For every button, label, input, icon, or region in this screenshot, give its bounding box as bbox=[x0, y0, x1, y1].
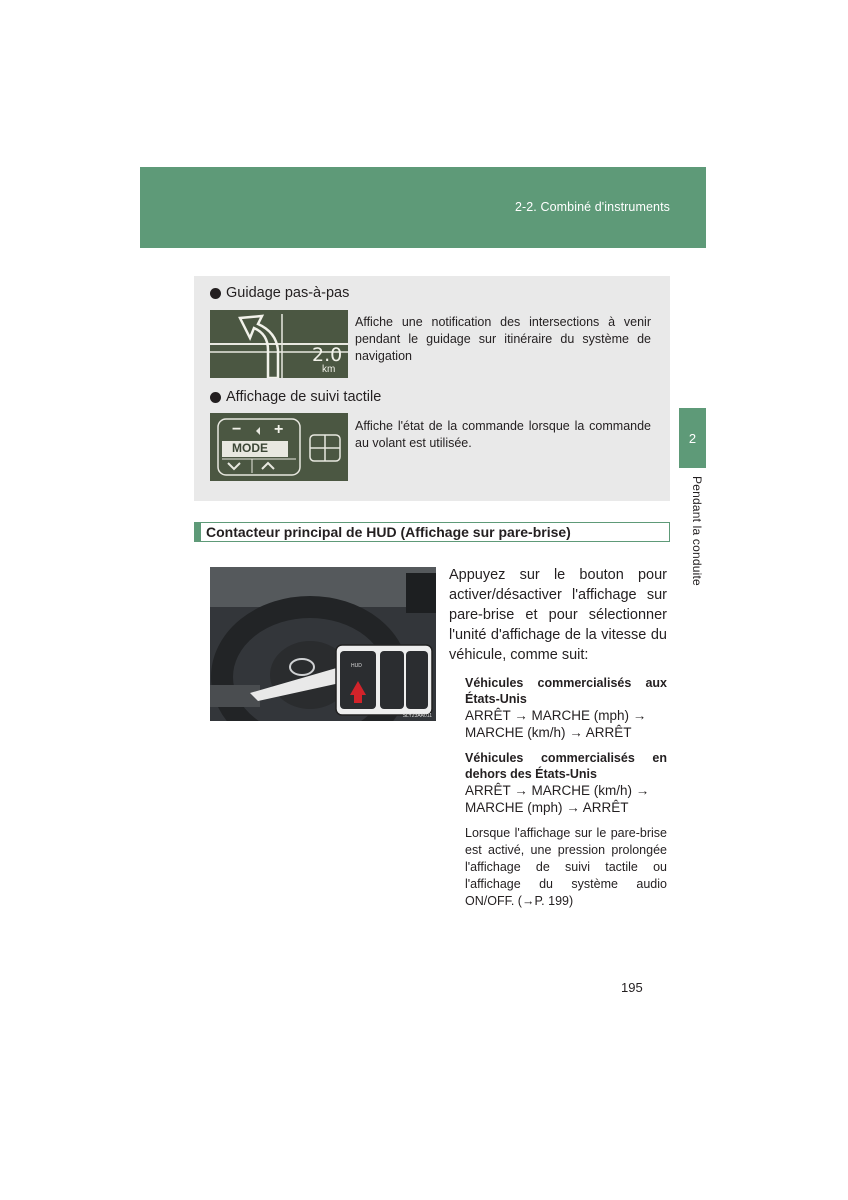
item-title-suivi bbox=[210, 389, 381, 405]
touch-tracer-image bbox=[210, 413, 348, 481]
distance-value: 2.0 bbox=[312, 344, 343, 366]
turn-guidance-image bbox=[210, 310, 348, 378]
hud-button-label: HUD bbox=[351, 663, 362, 669]
header-title: 2-2. Combiné d'instruments bbox=[514, 200, 670, 214]
mode-label: MODE bbox=[232, 441, 268, 455]
bullet-icon bbox=[210, 392, 221, 403]
non-us-heading: Véhicules commercialisés en dehors des États-Unis bbox=[465, 751, 667, 781]
chapter-number: 2 bbox=[688, 430, 697, 446]
item-description-suivi: Affiche l'état de la commande lorsque la commande au volant est utilisée. bbox=[355, 419, 651, 450]
bullet-icon bbox=[210, 288, 221, 299]
section-heading-bar bbox=[194, 522, 670, 542]
us-sequence: ARRÊT → MARCHE (mph) → MARCHE (km/h) → ARRÊT bbox=[465, 708, 647, 740]
section-title: Contacteur principal de HUD (Affichage sur pare-brise) bbox=[206, 524, 571, 540]
chapter-label: Pendant la conduite bbox=[690, 476, 704, 586]
page-number: 195 bbox=[621, 980, 643, 995]
chapter-tab bbox=[679, 408, 706, 468]
item-title-text: Guidage pas-à-pas bbox=[226, 285, 350, 301]
note-paragraph: Lorsque l'affichage sur le pare-brise est activé, une pression prolongée l'affichage de suivi tactile ou l'affichage du système audio ON/OFF. (→P. 199) bbox=[465, 826, 667, 908]
us-heading: Véhicules commercialisés aux États-Unis bbox=[465, 676, 667, 706]
minus-icon: − bbox=[232, 421, 242, 438]
photo-code: SLY23AA011 bbox=[402, 713, 432, 719]
steering-wheel-illustration bbox=[210, 567, 436, 721]
header-band bbox=[140, 167, 706, 248]
section-marker bbox=[194, 522, 201, 542]
dashboard-photo bbox=[210, 567, 436, 721]
item-title-text: Affichage de suivi tactile bbox=[226, 389, 382, 405]
item-title-guidage bbox=[210, 285, 349, 301]
plus-icon: + bbox=[274, 421, 284, 438]
item-description-guidage: Affiche une notification des intersections à venir pendant le guidage sur itinéraire du système de navigation bbox=[355, 315, 651, 363]
intro-paragraph: Appuyez sur le bouton pour activer/désactiver l'affichage sur pare-brise et pour sélectionner l'unité d'affichage de la vitesse du véhicule, comme suit: bbox=[449, 567, 667, 663]
non-us-sequence: ARRÊT → MARCHE (km/h) → MARCHE (mph) → ARRÊT bbox=[465, 783, 650, 815]
distance-unit: km bbox=[322, 364, 336, 375]
